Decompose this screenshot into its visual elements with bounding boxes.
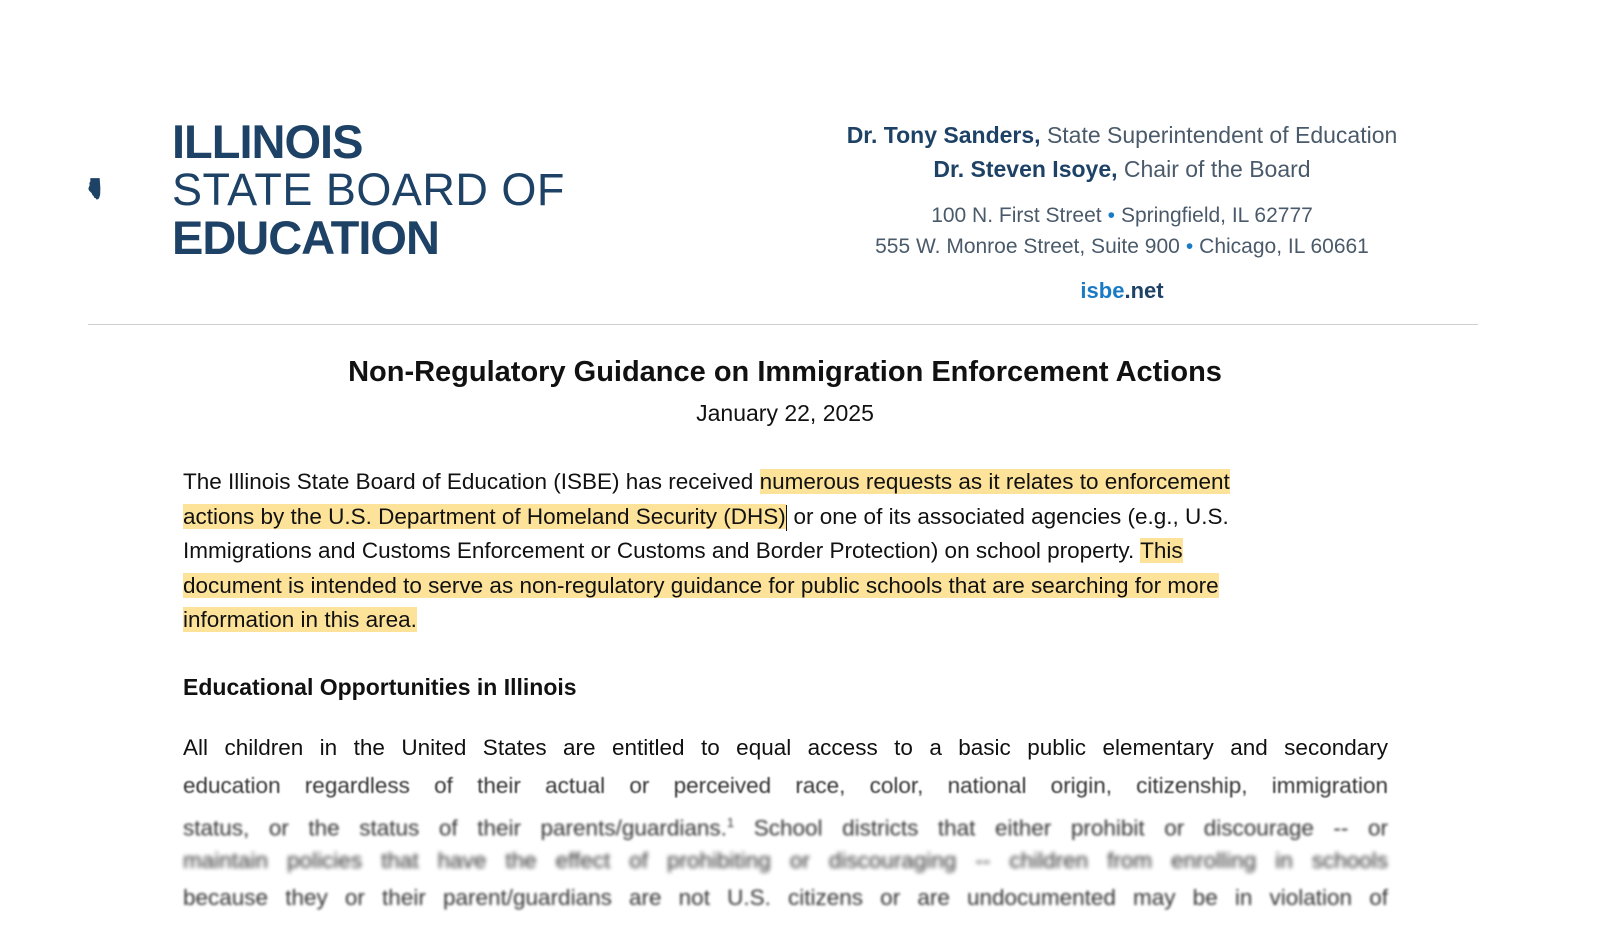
paragraph-line: status, or the status of their parents/guardians. (183, 815, 727, 841)
isbe-logo (172, 115, 565, 264)
paragraph-line: maintain policies that have the effect of prohibiting or discouraging -- children from enrolling in schools (183, 847, 1388, 873)
footnote-ref[interactable]: 1 (726, 815, 735, 830)
address-springfield-city: Springfield, IL 62777 (1120, 204, 1313, 227)
paragraph-line: School districts that either prohibit or discourage -- or (753, 815, 1388, 841)
address-chicago-city: Chicago, IL 60661 (1199, 235, 1369, 258)
logo-line-3: EDUCATION (172, 211, 439, 264)
paragraph-line: education regardless of their actual or perceived race, color, national origin, citizenship, immigration (183, 772, 1388, 798)
address-springfield-street: 100 N. First Street (931, 204, 1102, 227)
website-part-2: .net (1124, 278, 1164, 303)
intro-text: Immigrations and Customs Enforcement or Customs and Border Protection) on school property. (183, 538, 1141, 563)
intro-text: The Illinois State Board of Education (ISBE) has received (183, 469, 760, 494)
bullet-icon: • (1185, 235, 1194, 258)
document-date: January 22, 2025 (696, 400, 874, 426)
highlighted-text: actions by the U.S. Department of Homeland Security (DHS) (183, 503, 786, 529)
paragraph-line: All children in the United States are entitled to equal access to a basic public elementary and secondary (183, 735, 1388, 760)
letterhead-contact (792, 118, 1452, 304)
logo-line-2: STATE BOARD OF (172, 164, 565, 215)
website-part-1: isbe (1080, 278, 1125, 303)
highlighted-text: document is intended to serve as non-regulatory guidance for public schools that are searching for more (183, 572, 1219, 598)
header-divider (88, 324, 1478, 325)
bullet-icon: • (1107, 204, 1115, 227)
paragraph-line: because they or their parent/guardians are not U.S. citizens or are undocumented may be in violation of (183, 885, 1388, 910)
chair-title: Chair of the Board (1123, 156, 1311, 182)
section-paragraph[interactable] (183, 729, 1388, 917)
document-title: Non-Regulatory Guidance on Immigration Enforcement Actions (348, 356, 1222, 388)
section-heading: Educational Opportunities in Illinois (183, 674, 577, 700)
logo-line-1: ILLINOIS (172, 115, 363, 168)
highlighted-text: This (1140, 538, 1183, 563)
intro-text: or one of its associated agencies (e.g., U.S. (787, 503, 1229, 529)
illinois-state-map-logo-icon (88, 122, 168, 257)
website-link[interactable] (792, 278, 1452, 304)
address-chicago-street: 555 W. Monroe Street, Suite 900 (875, 235, 1180, 258)
chair-name: Dr. Steven Isoye, (933, 156, 1118, 182)
highlighted-text: numerous requests as it relates to enforcement (759, 469, 1230, 494)
superintendent-name: Dr. Tony Sanders, (846, 122, 1041, 148)
intro-paragraph[interactable] (183, 465, 1388, 638)
superintendent-title: State Superintendent of Education (1046, 122, 1398, 148)
highlighted-text: information in this area. (183, 607, 417, 632)
